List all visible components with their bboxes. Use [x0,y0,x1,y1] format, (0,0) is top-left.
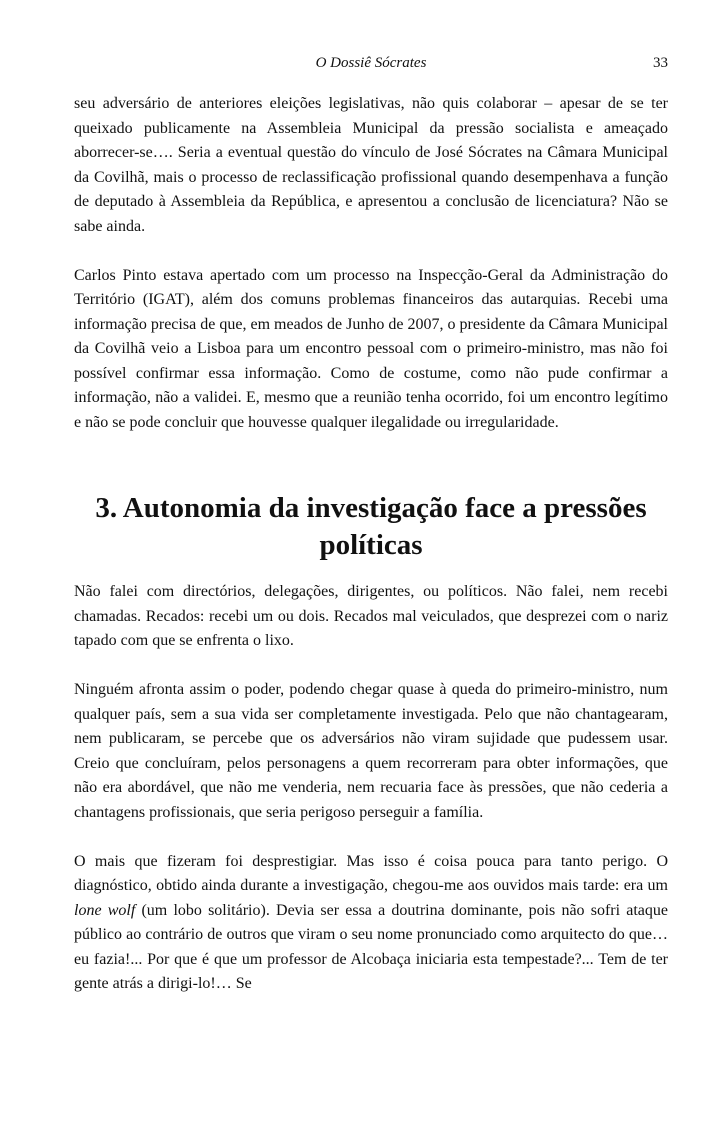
page-number: 33 [653,55,668,71]
section-heading: 3. Autonomia da investigação face a pressões políticas [95,492,647,561]
paragraph-text: O mais que fizeram foi desprestigiar. Mas isso é coisa pouca para tanto perigo. O diagnóstico, obtido ainda durante a investigação, chegou-me aos ouvidos mais tarde: era um [74,852,668,894]
paragraph-text: (um lobo solitário). Devia ser essa a doutrina dominante, pois não sofri ataque público ao contrário de outros que viram o seu nome pronunciado como arquitecto do que… eu fazia!... Por que é que um professor de Alcobaça iniciaria esta tempestade?... Tem de ter gente atrás a dirigi-lo!… Se [74,901,669,992]
paragraph [74,850,668,997]
running-title: O Dossiê Sócrates [315,55,427,71]
paragraph: seu adversário de anteriores eleições legislativas, não quis colaborar – apesar de se ter queixado publicamente na Assembleia Municipal da pressão socialista e ameaçado aborrecer-se…. Seria a eventual questão do vínculo de José Sócrates na Câmara Municipal da Covilhã, mais o processo de reclassificação profissional quando desempenhava a função de deputado à Assembleia da República, e apresentou a conclusão de licenciatura? Não se sabe ainda. [74,95,668,235]
paragraph: Ninguém afronta assim o poder, podendo chegar quase à queda do primeiro-ministro, num qualquer país, sem a sua vida ser completamente investigada. Pelo que não chantagearam, nem publicaram, se percebe que os adversários não viram sujidade que pudessem usar. Creio que concluíram, pelos personagens a quem recorreram para obter informações, que não era abordável, que não me venderia, nem recuaria face às pressões, que não cederia a chantagens profissionais, que seria perigoso perseguir a família. [74,681,668,821]
running-header [74,55,668,75]
paragraph: Carlos Pinto estava apertado com um processo na Inspecção-Geral da Administração do Território (IGAT), além dos comuns problemas financeiros das autarquias. Recebi uma informação precisa de que, em meados de Junho de 2007, o presidente da Câmara Municipal da Covilhã veio a Lisboa para um encontro pessoal com o primeiro-ministro, mas não foi possível confirmar essa informação. Como de costume, como não pude confirmar a informação, não a validei. E, mesmo que a reunião tenha ocorrido, foi um encontro legítimo e não se pode concluir que houvesse qualquer ilegalidade ou irregularidade. [74,266,668,431]
paragraph: Não falei com directórios, delegações, dirigentes, ou políticos. Não falei, nem recebi chamadas. Recados: recebi um ou dois. Recados mal veiculados, que desprezei com o nariz tapado com que se enfrenta o lixo. [74,583,668,649]
document-page [74,0,668,997]
italic-term: lone wolf [74,901,136,919]
